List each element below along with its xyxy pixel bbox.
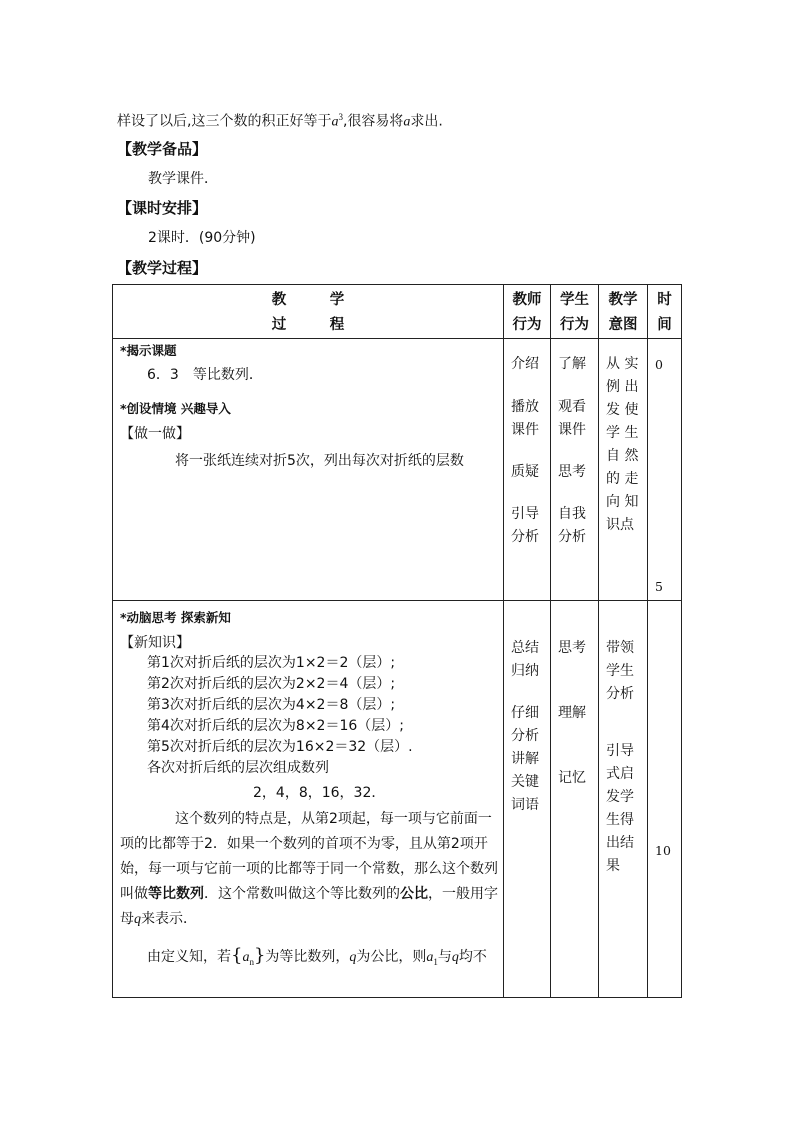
var-a: a: [331, 114, 339, 130]
student-action: 记忆: [558, 770, 586, 786]
header-teacher-line1: 教师: [512, 292, 542, 308]
fold-step: 第3次对折后纸的层次为4×2＝8（层）;: [147, 697, 396, 713]
header-student-line2: 行为: [560, 317, 589, 333]
intent-line: 果: [606, 858, 620, 874]
teacher-action: 归纳: [511, 663, 539, 679]
intent-line: 学生: [606, 663, 634, 679]
lesson-topic: 6．3 等比数列．: [147, 367, 263, 383]
paragraph-line: 始，每一项与它前一项的比都等于同一个常数，那么这个数列: [120, 861, 498, 877]
intent-line: 从 实: [606, 356, 639, 372]
subscript-n: n: [249, 956, 254, 967]
schedule-heading: 【课时安排】: [117, 199, 208, 217]
think-title: *动脑思考 探索新知: [120, 610, 231, 625]
student-action: 分析: [558, 529, 586, 545]
teacher-action: 课件: [511, 422, 539, 438]
intent-line: 引导: [606, 743, 634, 759]
table-header-row: [113, 285, 682, 339]
fold-list: [147, 653, 413, 779]
var-q: q: [451, 950, 459, 965]
header-intent: [599, 285, 648, 339]
student-action: 理解: [558, 705, 586, 721]
header-student-line1: 学生: [560, 292, 589, 308]
row1-teacher: [504, 339, 551, 601]
row2-teacher: [504, 601, 551, 998]
header-intent-line1: 教学: [608, 292, 638, 308]
row1-intent-text: [606, 353, 645, 537]
header-process-line2: 过 程: [271, 317, 345, 333]
intro-text: 样设了以后,这三个数的积正好等于: [117, 113, 332, 130]
reveal-title: *揭示课题: [120, 343, 177, 358]
header-student: [551, 285, 599, 339]
sequence-intro: 各次对折后纸的层次组成数列: [147, 760, 329, 776]
paragraph-line: [120, 883, 498, 905]
intent-line: 出结: [606, 835, 634, 851]
header-time-line2: 间: [657, 317, 672, 333]
teacher-action: 讲解: [511, 751, 539, 767]
intent-line: 的 走: [606, 471, 639, 487]
schedule-text: 2课时．(90分钟): [148, 230, 256, 246]
teacher-action: 总结: [511, 640, 539, 656]
fold-step: 第5次对折后纸的层次为16×2＝32（层）.: [147, 739, 413, 755]
header-teacher: [504, 285, 551, 339]
row2-intent-text: [606, 637, 645, 878]
definition-text: 由定义知，若: [147, 949, 231, 965]
teacher-action: 词语: [511, 797, 539, 813]
table-row: [113, 339, 682, 601]
student-action: 思考: [558, 640, 586, 656]
fold-step: 第2次对折后纸的层次为2×2＝4（层）;: [147, 676, 396, 692]
teacher-action: 引导: [511, 506, 539, 522]
paragraph-text: ．这个常数叫做这个等比数列的: [204, 886, 400, 902]
brace-open: {: [231, 945, 243, 966]
intent-line: 发学: [606, 789, 634, 805]
student-action: 了解: [558, 356, 586, 372]
scenario-title: *创设情境 兴趣导入: [120, 401, 231, 416]
intent-line: 式启: [606, 766, 634, 782]
try-heading: 【做一做】: [120, 426, 190, 442]
row1-teacher-actions: [511, 353, 548, 549]
teacher-action: 介绍: [511, 356, 539, 372]
var-a: a: [242, 950, 250, 965]
teacher-action: 播放: [511, 399, 539, 415]
intent-line: 带领: [606, 640, 634, 656]
definition-text: 为公比，则: [356, 949, 427, 965]
paragraph-text: 母: [120, 911, 134, 927]
new-knowledge-heading: 【新知识】: [120, 635, 190, 651]
student-action: 思考: [558, 464, 586, 480]
row2-student: [551, 601, 599, 998]
brace-close: }: [253, 945, 266, 966]
definition-line: [147, 945, 487, 973]
row1-process: [113, 339, 504, 601]
header-time-line1: 时: [657, 292, 672, 308]
teacher-action: 质疑: [511, 464, 539, 480]
student-action: 观看: [558, 399, 586, 415]
paragraph-line: 项的比都等于2．如果一个数列的首项不为零，且从第2项开: [120, 836, 488, 852]
time-end: 5: [655, 579, 663, 594]
row2-intent: [599, 601, 648, 998]
header-intent-line2: 意图: [608, 317, 638, 333]
time-start: 0: [655, 357, 663, 372]
row2-student-actions: [558, 637, 596, 790]
teacher-action: 分析: [511, 529, 539, 545]
try-text: 将一张纸连续对折5次，列出每次对折纸的层数: [175, 453, 464, 469]
intro-text-end: 求出.: [410, 113, 443, 130]
intent-line: 学 生: [606, 425, 639, 441]
intro-text-mid: ,很容易将: [342, 113, 404, 130]
paragraph-text: 来表示．: [141, 911, 197, 927]
intent-line: 向 知: [606, 494, 639, 510]
term-common-ratio: 公比: [400, 886, 428, 902]
paragraph-text: 叫做: [120, 886, 148, 902]
row1-student-actions: [558, 353, 596, 549]
intent-line: 发 使: [606, 402, 639, 418]
student-action: 自我: [558, 506, 586, 522]
process-heading: 【教学过程】: [117, 259, 208, 277]
header-process-line1: 教 学: [271, 292, 345, 308]
teacher-action: 关键: [511, 774, 539, 790]
intent-line: 自 然: [606, 448, 639, 464]
exponent-3: 3: [338, 112, 343, 122]
intent-line: 生得: [606, 812, 634, 828]
paragraph-line: 这个数列的特点是，从第2项起，每一项与它前面一: [175, 811, 492, 827]
paragraph-line: [120, 908, 197, 931]
header-time: [648, 285, 682, 339]
teacher-action: 分析: [511, 728, 539, 744]
intro-line: [117, 106, 443, 134]
prep-heading: 【教学备品】: [117, 140, 208, 158]
row1-student: [551, 339, 599, 601]
lesson-table: [112, 284, 682, 998]
row1-intent: [599, 339, 648, 601]
paragraph-text: ，一般用字: [428, 886, 498, 902]
intent-line: 识点: [606, 517, 634, 533]
term-geometric-sequence: 等比数列: [148, 886, 204, 902]
subscript-1: 1: [433, 956, 438, 967]
time-value: 10: [655, 843, 671, 858]
row2-process: [113, 601, 504, 998]
intent-line: 例 出: [606, 379, 639, 395]
definition-text: 与: [437, 949, 452, 965]
table-row: [113, 601, 682, 998]
student-action: 课件: [558, 422, 586, 438]
var-a: a: [426, 950, 434, 965]
fold-step: 第1次对折后纸的层次为1×2＝2（层）;: [147, 655, 396, 671]
teacher-action: 仔细: [511, 705, 539, 721]
sequence-values: 2，4，8，16，32．: [253, 785, 386, 801]
intent-line: 分析: [606, 686, 634, 702]
header-teacher-line2: 行为: [512, 317, 542, 333]
var-q: q: [134, 912, 141, 927]
definition-text: 均不: [458, 949, 487, 965]
row2-time: [648, 601, 682, 998]
fold-step: 第4次对折后纸的层次为8×2＝16（层）;: [147, 718, 404, 734]
row1-time: [648, 339, 682, 601]
var-a: a: [403, 114, 411, 130]
var-q: q: [349, 950, 357, 965]
header-process: [113, 285, 504, 339]
definition-text: 为等比数列，: [265, 949, 350, 965]
row2-teacher-actions: [511, 637, 548, 817]
prep-text: 教学课件．: [148, 171, 218, 187]
